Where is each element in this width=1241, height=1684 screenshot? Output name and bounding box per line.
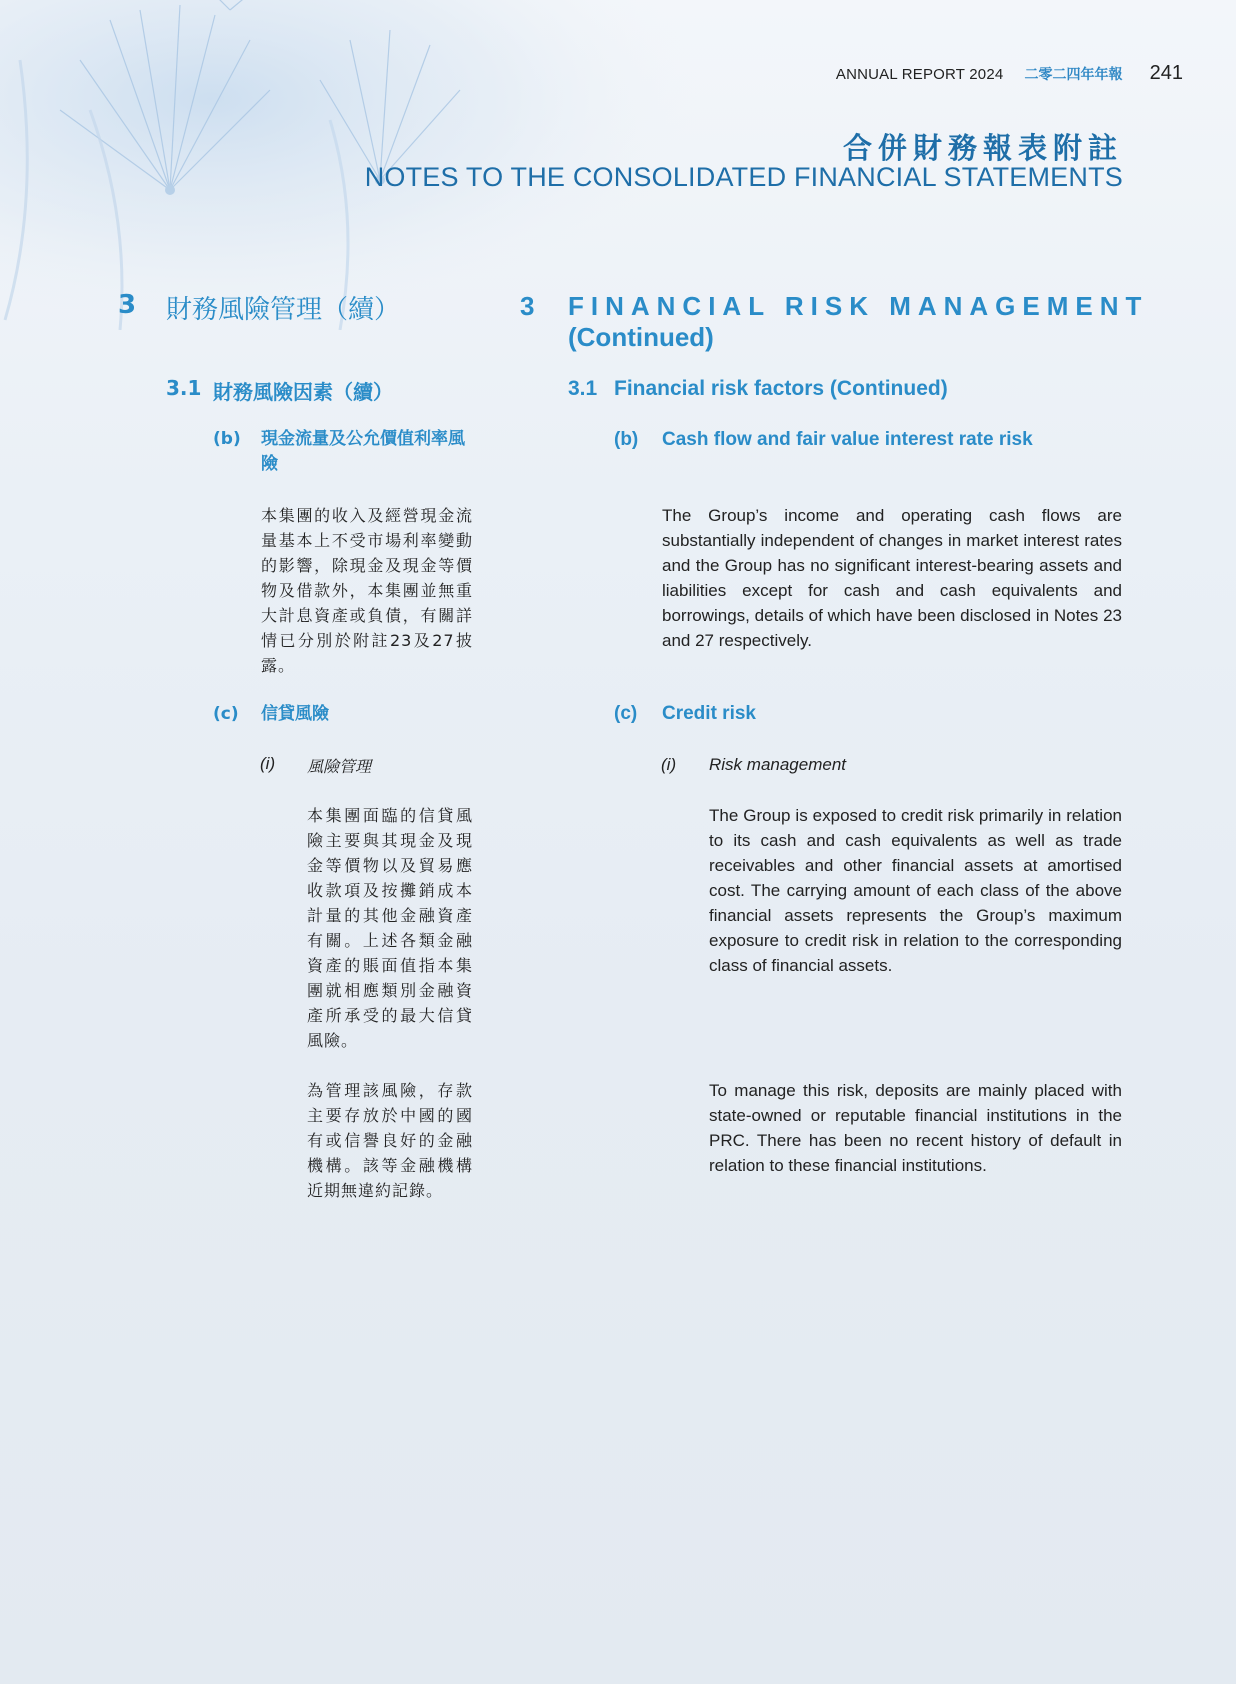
subsection-title-zh: 財務風險因素（續） [213,380,393,404]
item-i-body1-en: The Group is exposed to credit risk primarily in relation to its cash and cash equivalents as well as trade receivables and other financial assets at amortised cost. The carrying amount of each class of the above financial assets represents the Group’s maximum exposure to credit risk in relation to the corresponding class of financial assets. [709,806,1122,975]
section-number-zh: 3 [118,290,137,320]
page-number: 241 [1149,62,1183,84]
subsection-number-zh: 3.1 [166,376,202,400]
item-i-body2-en: To manage this risk, deposits are mainly placed with state-owned or reputable financial institutions in the PRC. There has been no recent history of default in relation to these financial institutions. [709,1081,1122,1175]
item-i-label-en: (i) [661,755,677,774]
item-b-title-en: Cash flow and fair value interest rate risk [662,429,1033,450]
section-title-en: FINANCIAL RISK MANAGEMENT [568,291,1149,321]
item-c-title-zh: 信貸風險 [261,704,329,724]
item-b-body-zh: 本集團的收入及經營現金流量基本上不受市場利率變動的影響，除現金及現金等價物及借款外，本集團並無重大計息資產或負債，有關詳情已分別於附註23及27披露。 [261,506,473,675]
report-title-en: ANNUAL REPORT 2024 [835,66,1004,83]
subsection-title-en: Financial risk factors (Continued) [614,377,948,400]
page-edge [1236,0,1241,1684]
item-b-label-zh: (b) [213,429,241,449]
item-i-label-zh: (i) [260,754,276,773]
page-title-zh: 合併財務報表附註 [842,131,1123,165]
item-b-title-zh: 現金流量及公允價值利率風險 [261,429,465,474]
item-c-label-en: (c) [614,703,638,724]
item-c-title-en: Credit risk [662,703,756,724]
item-i-title-zh: 風險管理 [307,757,372,776]
item-i-body1-zh: 本集團面臨的信貸風險主要與其現金及現金等價物以及貿易應收款項及按攤銷成本計量的其他金融資產有關。上述各類金融資產的賬面值指本集團就相應類別金融資產所承受的最大信貸風險。 [307,806,473,1050]
item-i-body2-zh: 為管理該風險，存款主要存放於中國的國有或信譽良好的金融機構。該等金融機構近期無違約記錄。 [307,1081,473,1200]
report-title-zh: 二零二四年年報 [1024,67,1123,83]
section-title-continued-en: (Continued) [568,322,714,352]
section-title-zh: 財務風險管理（續） [166,295,401,325]
section-number-en: 3 [520,291,535,321]
item-b-body-en: The Group’s income and operating cash flows are substantially independent of changes in market interest rates and the Group has no significant interest-bearing assets and liabilities except for cash and cash equivalents and borrowings, details of which have been disclosed in Notes 23 and 27 respectively. [662,506,1122,650]
item-c-label-zh: (c) [213,704,239,724]
subsection-number-en: 3.1 [568,377,598,400]
item-i-title-en: Risk management [709,755,847,774]
item-b-label-en: (b) [614,429,639,450]
page-title-en: NOTES TO THE CONSOLIDATED FINANCIAL STATEMENTS [364,162,1123,192]
running-header [600,62,1183,85]
